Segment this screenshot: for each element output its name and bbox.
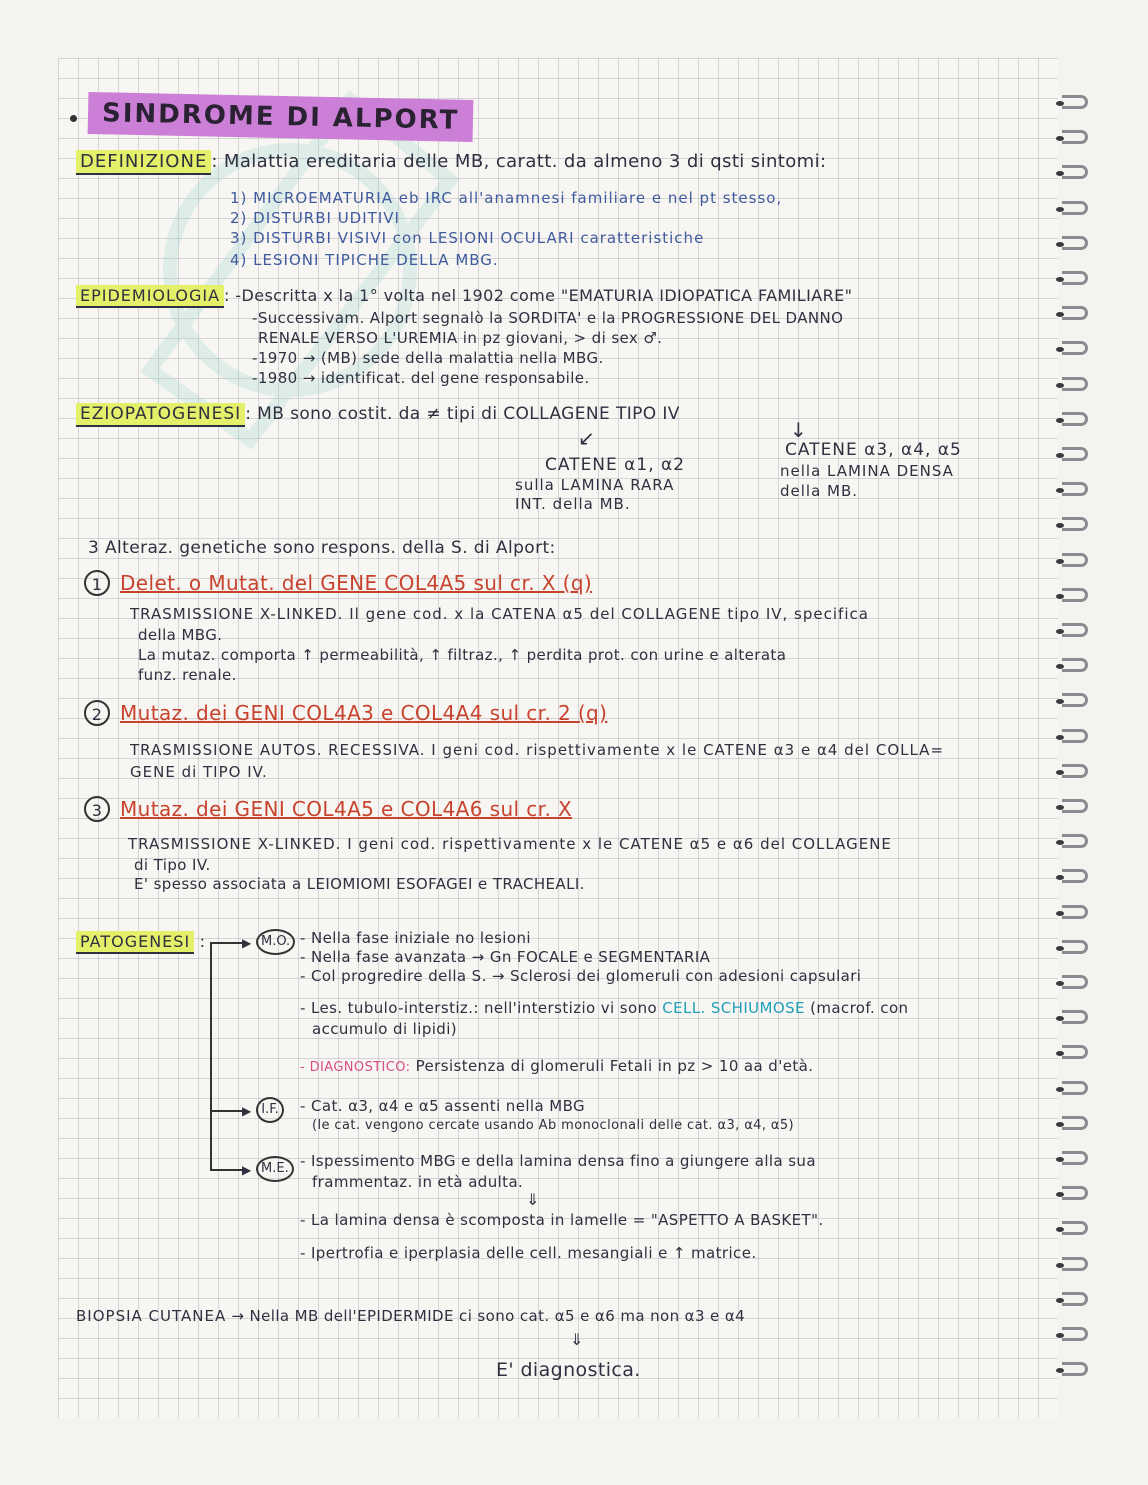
right-branch-line-2: nella LAMINA DENSA [780,462,954,480]
biopsia-arrow: → [231,1307,245,1325]
spiral-ring [1062,377,1088,391]
eziopatogenesi-row [76,404,680,424]
mo-tubulo-row: - Les. tubulo-interstiz.: nell'interstizio vi sono CELL. SCHIUMOSE (macrof. con [300,999,909,1017]
alterazione-2-heading: Mutaz. dei GENI COL4A3 e COL4A4 sul cr. 2 (q) [120,701,608,725]
alterazione-1-line-1: TRASMISSIONE X-LINKED. Il gene cod. x la CATENA α5 del COLLAGENE tipo IV, specifica [130,605,869,623]
arrowhead-me-icon: ▶ [242,1163,252,1177]
patogenesi-row: PATOGENESI : [76,932,205,952]
spiral-ring [1062,130,1088,144]
spiral-ring [1062,1045,1088,1059]
bracket-arm-mo [210,942,246,944]
definizione-item-4: 4) LESIONI TIPICHE DELLA MBG. [230,251,499,269]
spiral-ring [1062,869,1088,883]
spiral-ring [1062,1010,1088,1024]
spiral-ring [1062,1151,1088,1165]
spiral-binding [1058,95,1098,1405]
spiral-ring [1062,1327,1088,1341]
left-branch-line-1: CATENE α1, α2 [545,455,686,475]
spiral-ring [1062,975,1088,989]
alterazione-1-heading: Delet. o Mutat. del GENE COL4A5 sul cr. X (q) [120,571,593,595]
alterazione-1-line-2: della MBG. [138,626,223,644]
bracket-vertical [210,942,212,1170]
definizione-item-2: 2) DISTURBI UDITIVI [230,209,400,227]
epidemiologia-line-1: : -Descritta x la 1° volta nel 1902 come "EMATURIA IDIOPATICA FAMILIARE" [224,286,853,305]
right-branch-line-3: della MB. [780,482,859,500]
epidemiologia-line-4: -1970 → (MB) sede della malattia nella MBG. [252,349,604,367]
number-circle-1: 1 [84,570,110,596]
epidemiologia-line-3: RENALE VERSO L'UREMIA in pz giovani, > di sex ♂. [258,329,663,347]
mo-tubulo-line-2: accumulo di lipidi) [312,1020,458,1038]
spiral-ring [1062,1081,1088,1095]
mo-line-3: - Col progredire della S. → Sclerosi dei glomeruli con adesioni capsulari [300,967,862,985]
definizione-item-3: 3) DISTURBI VISIVI con LESIONI OCULARI caratteristiche [230,229,705,247]
alterazione-2-line-1: TRASMISSIONE AUTOS. RECESSIVA. I geni cod. rispettivamente x le CATENE α3 e α4 del COLLA= [130,741,945,759]
diagnostico-label: - DIAGNOSTICO: [300,1060,411,1075]
alterazione-1-line-4: funz. renale. [138,666,237,684]
spiral-ring [1062,834,1088,848]
me-line-2: frammentaz. in età adulta. [312,1173,524,1191]
spiral-ring [1062,729,1088,743]
spiral-ring [1062,1362,1088,1376]
spiral-ring [1062,165,1088,179]
alterazione-3-line-1: TRASMISSIONE X-LINKED. I geni cod. rispettivamente x le CATENE α5 e α6 del COLLAGENE [128,835,892,853]
definizione-row [76,152,826,172]
spiral-ring [1062,764,1088,778]
eziopatogenesi-label: EZIOPATOGENESI [76,403,245,427]
definizione-text: : Malattia ereditaria delle MB, caratt. da almeno 3 di qsti sintomi: [211,151,827,172]
mo-tag: M.O. [256,929,295,955]
arrow-right-branch: ↓ [790,418,807,442]
bullet-dot [70,115,77,122]
alterazione-1-line-3: La mutaz. comporta ↑ permeabilità, ↑ filtraz., ↑ perdita prot. con urine e alterata [138,646,787,664]
biopsia-text: Nella MB dell'EPIDERMIDE ci sono cat. α5 e α6 ma non α3 e α4 [249,1307,746,1325]
alterazione-3-line-2: di Tipo IV. [134,856,211,874]
bracket-arm-if [210,1110,246,1112]
alterazione-3-heading-row [84,796,572,822]
number-circle-2: 2 [84,700,110,726]
if-line-2: (le cat. vengono cercate usando Ab monoclonali delle cat. α3, α4, α5) [312,1118,795,1133]
spiral-ring [1062,306,1088,320]
arrow-left-branch: ↙ [578,426,595,450]
spiral-ring [1062,940,1088,954]
spiral-ring [1062,1116,1088,1130]
page-title: SINDROME DI ALPORT [88,92,474,142]
spiral-ring [1062,341,1088,355]
alterazioni-intro: 3 Alteraz. genetiche sono respons. della S. di Alport: [88,538,556,558]
spiral-ring [1062,799,1088,813]
me-tag: M.E. [256,1156,294,1182]
if-line-1: - Cat. α3, α4 e α5 assenti nella MBG [300,1097,586,1115]
biopsia-down-arrow: ⇓ [570,1330,584,1349]
eziopatogenesi-text: : MB sono costit. da ≠ tipi di COLLAGENE TIPO IV [245,404,680,424]
spiral-ring [1062,553,1088,567]
alterazione-1-heading-row [84,570,592,596]
me-down-arrow: ⇓ [526,1190,540,1209]
me-line-4: - Ipertrofia e iperplasia delle cell. mesangiali e ↑ matrice. [300,1244,757,1262]
cell-schiumose-label: CELL. SCHIUMOSE [662,999,805,1017]
biopsia-label: BIOPSIA CUTANEA [76,1307,227,1325]
spiral-ring [1062,201,1088,215]
alterazione-2-line-2: GENE di TIPO IV. [130,763,268,781]
epidemiologia-row [76,286,852,306]
me-line-1: - Ispessimento MBG e della lamina densa fino a giungere alla sua [300,1152,816,1170]
arrowhead-if-icon: ▶ [242,1104,252,1118]
patogenesi-label: PATOGENESI [76,931,194,954]
spiral-ring [1062,482,1088,496]
spiral-ring [1062,271,1088,285]
alterazione-3-line-3: E' spesso associata a LEIOMIOMI ESOFAGEI e TRACHEALI. [134,875,585,893]
biopsia-conclusion: E' diagnostica. [496,1359,641,1381]
number-circle-3: 3 [84,796,110,822]
spiral-ring [1062,447,1088,461]
right-branch-line-1: CATENE α3, α4, α5 [785,440,962,460]
diagnostico-text: Persistenza di glomeruli Fetali in pz > 10 aa d'età. [415,1057,814,1075]
spiral-ring [1062,623,1088,637]
spiral-ring [1062,517,1088,531]
spiral-ring [1062,1186,1088,1200]
mo-line-1: - Nella fase iniziale no lesioni [300,929,531,947]
me-line-3: - La lamina densa è scomposta in lamelle = "ASPETTO A BASKET". [300,1211,824,1229]
definizione-item-1: 1) MICROEMATURIA eb IRC all'anamnesi familiare e nel pt stesso, [230,189,783,207]
spiral-ring [1062,588,1088,602]
spiral-ring [1062,905,1088,919]
left-branch-line-3: INT. della MB. [515,495,631,513]
spiral-ring [1062,95,1088,109]
spiral-ring [1062,693,1088,707]
epidemiologia-line-2: -Successivam. Alport segnalò la SORDITA' e la PROGRESSIONE DEL DANNO [252,309,844,327]
bracket-arm-me [210,1169,246,1171]
biopsia-row [76,1306,745,1326]
alterazione-3-heading: Mutaz. dei GENI COL4A5 e COL4A6 sul cr. X [120,797,573,821]
spiral-ring [1062,658,1088,672]
mo-line-2: - Nella fase avanzata → Gn FOCALE e SEGMENTARIA [300,948,711,966]
spiral-ring [1062,1221,1088,1235]
spiral-ring [1062,236,1088,250]
arrowhead-mo-icon: ▶ [242,936,252,950]
left-branch-line-2: sulla LAMINA RARA [515,476,675,494]
alterazione-2-heading-row [84,700,607,726]
epidemiologia-label: EPIDEMIOLOGIA [76,285,224,308]
spiral-ring [1062,1292,1088,1306]
if-tag: I.F. [256,1097,284,1123]
spiral-ring [1062,412,1088,426]
definizione-label: DEFINIZIONE [76,150,211,175]
mo-diagnostico-row [300,1056,813,1078]
epidemiologia-line-5: -1980 → identificat. del gene responsabile. [252,369,590,387]
spiral-ring [1062,1257,1088,1271]
